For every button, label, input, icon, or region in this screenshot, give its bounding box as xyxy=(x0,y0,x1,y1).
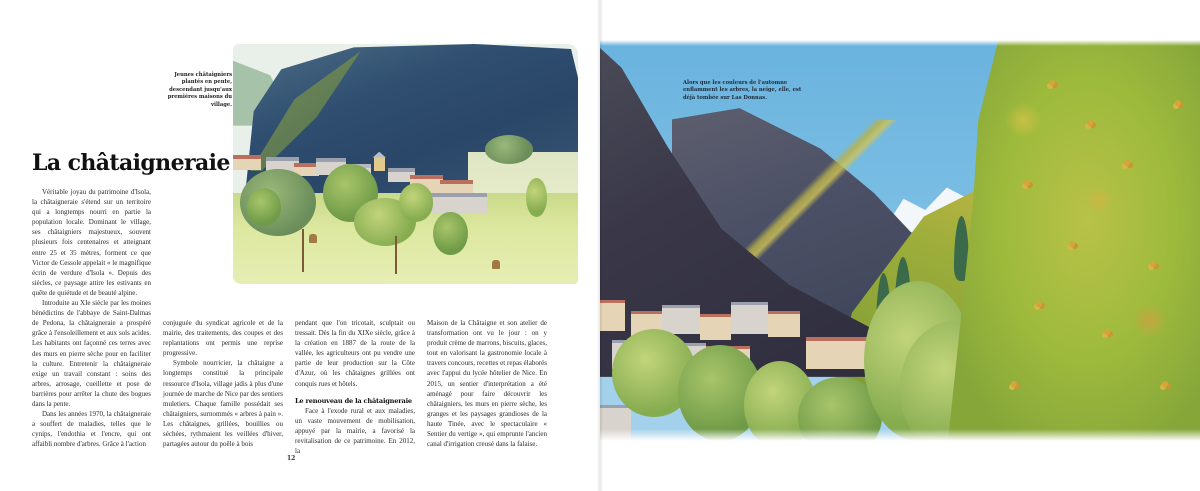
paragraph: Véritable joyau du patrimoine d'Isola, la châtaigneraie s'étend sur un territoire qui a longtemps nourri en partie la population locale. Dominant le village, ses châtaigniers majestueux, souvent plusieurs fois centenaires et atteignant entre 25 et 35 mètres, forment ce que Victor de Cessole appelait « le magnifique écrin de verdure d'Isola ». Depuis des siècles, ce paysage attire les estivants en quête de quiétude et de beauté alpine. xyxy=(32,188,151,297)
text-column-2 xyxy=(163,318,283,449)
fence-pole xyxy=(302,229,304,272)
poplar-tree xyxy=(526,178,547,216)
tree-stump xyxy=(492,260,500,269)
tree xyxy=(485,135,533,164)
paragraph: Symbole nourricier, la châtaigne a longtemps constitué la principale ressource d'Isola, village jadis à plus d'une journée de marche de Nice par des sentiers muletiers. Chaque famille possédait ses châtaigniers, surnommés « arbres à pain ». Les châtaignes, grillées, bouillies ou séchées, rythmaient les veillées d'hiver, partagées autour du poêle à bois xyxy=(163,359,283,449)
tree xyxy=(399,183,434,221)
fence-pole xyxy=(395,236,397,274)
paragraph: Face à l'exode rural et aux maladies, un vaste mouvement de mobilisation, appuyé par la mairie, a favorisé la revitalisation de ce patrimoine. En 2012, la xyxy=(295,406,415,456)
house xyxy=(768,311,799,337)
paragraph: Maison de la Châtaigne et son atelier de transformation ont vu le jour : on y produit crème de marrons, biscuits, glaces, tout en valorisant la gastronomie locale à travers concours, recettes et repas élaborés avec l'appui du lycée hôtelier de Nice. En 2015, un sentier d'interprétation a été aménagé pour faire découvrir les châtaigniers, les murs en pierre sèche, les granges et les paysages grandioses de la haute Tinée, avec le spectaculaire « Sentier du vertige », qui emprunte l'ancien canal d'irrigation creusé dans la falaise. xyxy=(427,319,547,449)
chestnut-burr xyxy=(1024,180,1030,186)
chestnut-burr xyxy=(1175,100,1181,106)
illustration-caption-right: Alors que les couleurs de l'automne enflamment les arbres, la neige, elle, est déjà tombée sur Las Donnas. xyxy=(683,80,802,101)
large-building xyxy=(806,337,868,369)
text-column-1 xyxy=(32,187,151,449)
text-column-4 xyxy=(427,318,547,449)
chestnut-burr xyxy=(1036,301,1042,307)
illustration-caption-left: Jeunes châtaigniers plantés en pente, descendant jusqu'aux premières maisons du village. xyxy=(167,72,232,108)
paragraph: Introduite au XIe siècle par les moines bénédictins de l'abbaye de Saint-Dalmas de Pedona, la châtaigneraie a prospéré grâce à l'ensoleillement et aux sols acides. Les habitants ont façonné ces terres avec des murs en pierre sèche pour en faciliter la culture. Entretenir la châtaigneraie exige un travail constant : soins des arbres, arrosage, cueillette et pose de barrières pour arrêter la chute des bogues dans la pente. xyxy=(32,299,151,408)
chestnut-tree xyxy=(948,40,1200,441)
chestnut-burr xyxy=(1124,160,1130,166)
chestnut-burr xyxy=(1069,241,1075,247)
paragraph: Dans les années 1970, la châtaigneraie a souffert de maladies, telles que le cynips, l'endothia et l'encre, qui ont affaibli nombre d'arbres. Grâce à l'action xyxy=(32,410,151,449)
page-title: La châtaigneraie xyxy=(32,150,230,176)
chestnut-burr xyxy=(1162,381,1168,387)
text-column-3 xyxy=(295,318,415,456)
paragraph: pendant que l'on tricotait, sculptait ou tressait. Dès la fin du XIXe siècle, grâce à la création en 1887 de la route de la vallée, les agriculteurs ont pu vendre une partie de leur production sur la Côte d'Azur, où les châtaignes grillées ont conquis rues et hôtels. xyxy=(295,319,415,388)
chestnut-burr xyxy=(1150,261,1156,267)
paper-edge xyxy=(600,40,1200,46)
bell-tower xyxy=(600,300,625,332)
house xyxy=(731,302,768,334)
house xyxy=(700,314,731,340)
section-subheading: Le renouveau de la châtaigneraie xyxy=(295,396,412,405)
book-gutter xyxy=(597,0,603,491)
house xyxy=(662,305,699,334)
chestnut-burr xyxy=(1011,381,1017,387)
house xyxy=(233,155,261,169)
church-tower xyxy=(374,157,385,171)
barn xyxy=(426,193,487,215)
tree xyxy=(433,212,468,255)
page-number: 12 xyxy=(287,455,296,462)
paragraph: conjuguée du syndicat agricole et de la mairie, des traitements, des coupes et des replantations ont permis une reprise progressive. xyxy=(163,319,283,358)
chestnut-burr xyxy=(1104,329,1110,335)
tree-stump xyxy=(309,234,317,243)
village-illustration xyxy=(233,44,578,284)
paper-edge xyxy=(600,429,1200,441)
chestnut-burr xyxy=(1087,120,1093,126)
chestnut-burr xyxy=(1049,80,1055,86)
